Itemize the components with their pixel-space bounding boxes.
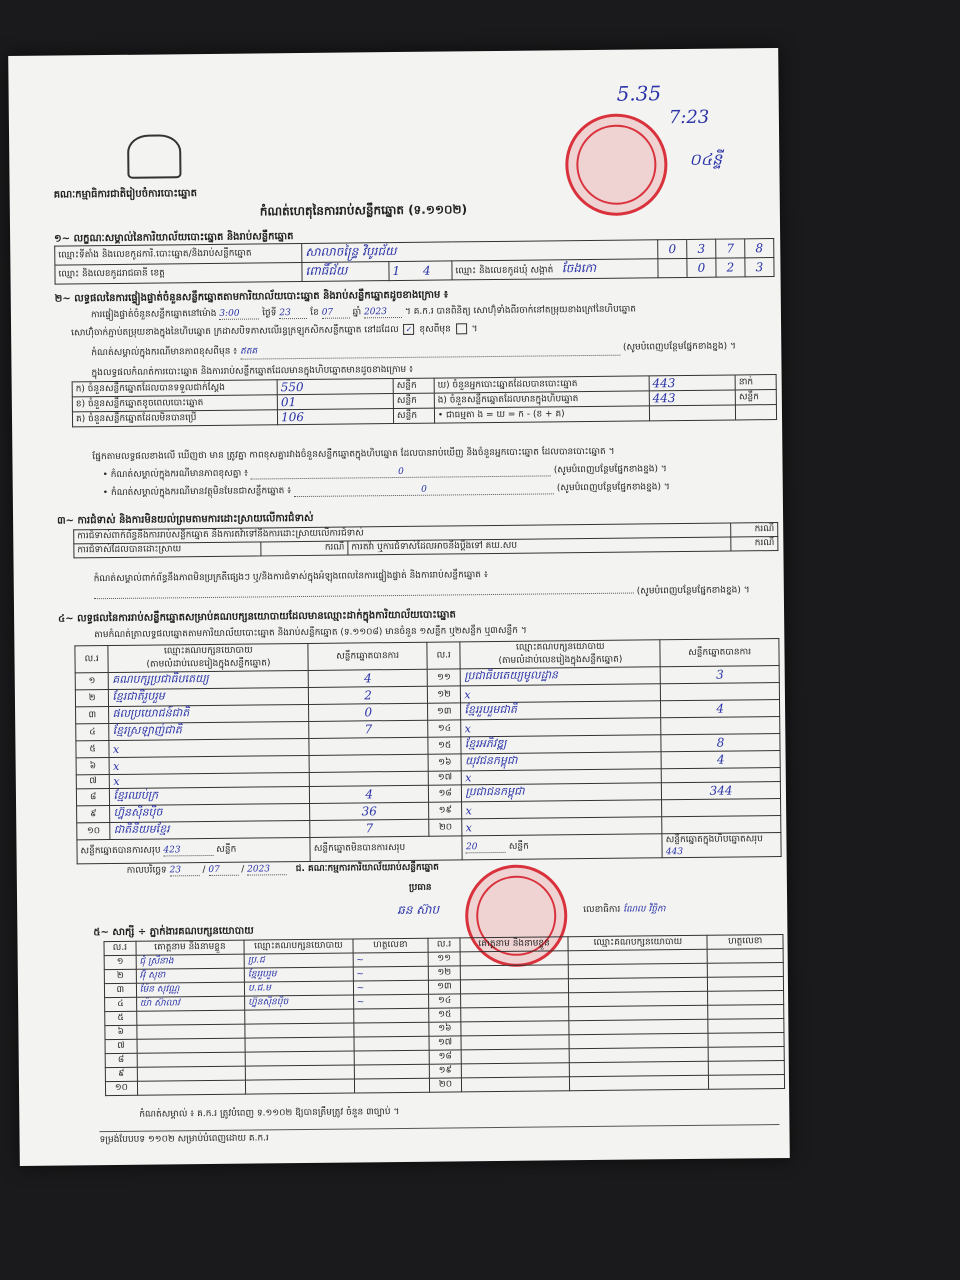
witness-name [460,993,569,1008]
bullet2-line [103,480,783,500]
witness-party [570,1061,709,1076]
station-code-digit: 8 [745,239,774,258]
station-code-digit: 7 [716,239,745,258]
objection-note-line [94,584,784,604]
total-box: 443 [665,847,684,858]
party-votes: 7 [309,720,428,738]
party-votes [661,717,780,735]
party-name: x [462,800,662,819]
witness-party [569,1005,708,1020]
count-unit [736,405,777,420]
day-label: ថ្ងៃទី [262,308,277,319]
witness-party [245,1037,354,1052]
party-name: x [109,738,309,757]
secretary-line [583,903,666,917]
station-label: ឈ្មោះទីតាំង និងលេខកូដការិ.បោះឆ្នោត/និងរាប់សន្លឹកឆ្នោត [55,243,302,265]
party-votes [662,816,781,834]
party-name: ផលប្រយោជន៍ជាតិ [109,704,309,723]
party-no: ១ [75,673,109,690]
commune-code-digit: 3 [745,258,774,277]
witness-name [137,1080,246,1095]
witness-no: ៣ [104,983,136,997]
total-valid: 423 [163,845,213,857]
changed-checkbox [456,323,467,334]
count-label: ក) ចំនួនសន្លឹកឆ្នោតដែលបានទទួលជាក់ស្តែង [72,380,277,397]
witness-name [461,1007,570,1022]
date-day: 23 [170,865,200,876]
col-party: ឈ្មោះគណបក្សនយោបាយ (តាមលំដាប់លេខរៀងក្នុងសន្លឹកឆ្នោត) [108,643,308,672]
party-votes: 4 [310,785,429,803]
party-no: ១៩ [429,802,463,819]
fill-hint: (សូមបំពេញបន្ថែមផ្នែកខាងខ្នង) ។ [636,585,750,597]
witness-name [460,965,569,980]
witness-party: ប.ជ.ម [245,981,354,996]
party-no: ១៣ [427,703,461,720]
witness-no: ៨ [105,1053,137,1067]
party-no: ៦ [76,758,110,775]
count-value: 443 [649,375,735,391]
check-time: 3:00 [219,308,259,319]
witness-name: ម៉ែន សុវណ្ណ [136,982,245,997]
witness-signature [354,1050,430,1065]
witness-signature [708,1046,784,1061]
count-label: គ) ចំនួនសន្លឹកឆ្នោតដែលមិនបានប្រើ [72,410,277,427]
commune-cell [452,259,658,280]
col-name: គោត្តនាម និងនាមខ្លួន [136,940,245,955]
bullet1-value: 0 [251,465,551,479]
party-name: ជាតិនិយមខ្មែរ [110,820,310,839]
witness-no: ២ [104,969,136,983]
witness-signature [708,1032,784,1047]
party-name: x [110,755,310,774]
party-votes: 7 [310,819,429,837]
fill-hint: (សូមបំពេញបន្ថែមផ្នែកខាងខ្នង) ។ [553,464,667,476]
committee-sign-label: ជ. គណៈកម្មការការិយាល័យរាប់សន្លឹកឆ្នោត [295,862,439,875]
resolved-unit: ករណី [261,541,348,556]
witness-signature [354,1078,430,1093]
secretary-label: លេខាធិការ [583,904,621,916]
party-no: ១១ [427,669,461,686]
emblem-logo [127,134,181,179]
col-party: ឈ្មោះគណបក្សនយោបាយ [568,935,707,950]
party-name: x [462,817,662,836]
witness-no: ១៩ [429,1064,461,1078]
party-name: ខ្មែរជាតិរួបរួម [109,687,309,706]
date-label: កាលបរិច្ឆេទ [126,865,167,876]
check-line-2: សោហ៊ុំចាក់ភ្ជាប់តម្រុយខាងក្នុងនៃហិបឆ្នោត ក្រដាសបិទភាសលើរន្ធក្រឡុកសិកសន្លឹកឆ្នោត នៅដដែល ✓ ខុសពីមុន ។ [71,324,478,339]
party-no: ៨ [76,789,110,806]
witness-party [569,991,708,1006]
party-name: ហ្វ៊ុនស៊ិនប៉ិច [110,803,310,822]
count-unit: សន្លឹក [393,393,434,408]
form-title: កំណត់ហេតុនៃការរាប់សន្លឹកឆ្នោត (ទ.១១០២) [259,202,468,219]
party-name: ខ្មែរស្រឡាញ់ជាតិ [109,721,309,740]
count-value: 01 [277,394,393,410]
count-unit: សន្លឹក [393,378,434,393]
witness-name [461,1035,570,1050]
party-no: ១២ [427,686,461,703]
year-label: ឆ្នាំ [352,307,362,318]
witness-signature [708,990,784,1005]
party-votes: 8 [661,734,780,752]
party-name: ខ្មែរអភិវឌ្ឍ [461,735,661,754]
witness-no: ៩ [105,1067,137,1081]
witness-signature [354,1036,430,1051]
note1-line [91,340,781,361]
witness-party [245,1009,354,1024]
witness-party: ប្រ.ជ [244,953,353,968]
party-votes [661,683,780,701]
witness-signature [708,1018,784,1033]
results-table [74,638,781,864]
witness-party [568,949,707,964]
col-no: ល.រ [427,642,461,669]
witness-party [569,963,708,978]
col-no: ល.រ [104,941,136,955]
witness-signature: ~ [353,952,429,967]
province-code-digit: 1 [392,263,401,279]
bullet1-line [103,462,783,482]
changed-label: ខុសពីមុន [419,324,451,335]
party-votes: 4 [661,751,780,769]
witness-no: ១៣ [429,980,461,994]
witness-signature [709,1060,785,1075]
bullet2-value: 0 [294,483,554,497]
witness-party [569,977,708,992]
count-label: ឃ) ចំនួនអ្នកបោះឆ្នោតដែលបានបោះឆ្នោត [434,376,649,393]
appeal-unit: ករណី [731,537,778,551]
commune-name: ចែងកោ [561,260,597,276]
province-name: ពោធិ៍ជ័យ [302,262,389,282]
count-label: ខ) ចំនួនសន្លឹកឆ្នោតខូចពេលបោះឆ្នោត [72,395,277,412]
party-name: x [461,718,661,737]
station-code-digit: 3 [687,239,716,258]
witness-name [137,1024,246,1039]
check-year: 2023 [364,307,402,318]
chair-label: ប្រធាន [408,882,432,893]
witness-name [461,1077,570,1092]
witness-party [569,1019,708,1034]
party-no: ១៥ [428,737,462,754]
witness-name [136,1010,245,1025]
witness-signature [708,962,784,977]
party-votes: 2 [309,686,428,704]
count-value [649,405,735,421]
station-table [54,238,774,285]
party-votes [309,754,428,772]
witness-no: ៤ [105,997,137,1011]
witness-party: ហ្វ៊ុនស៊ិនប៉ិច [245,995,354,1010]
compare-line: ផ្នែកតាមលទ្ធផលខាងលើ ឃើញថា មាន ត្រូវគ្នា កាពខុសគ្នារវាងចំនួនសន្លឹកឆ្នោតក្នុងហិបឆ្នោត ដែលបានរាប់ឃើញ និងចំនួនអ្នកបោះឆ្នោត ដែលបានបោះឆ្នោត ។ [92,446,615,463]
date-year: 2023 [247,864,287,875]
month-label: ខែ [310,307,319,318]
party-name: ខ្មែររួបរួមជាតិ [461,701,661,720]
count-value: 106 [277,409,393,425]
witness-name [137,1066,246,1081]
col-votes: សន្លឹកឆ្នោតបានការ [660,639,779,667]
count-value: 550 [277,379,393,395]
fill-hint: (សូមបំពេញបន្ថែមផ្នែកខាងខ្នង) ។ [622,341,736,353]
witness-signature: ~ [353,994,429,1009]
witness-name [137,1052,246,1067]
witness-no: ១ [104,955,136,969]
station-code-digit: 0 [658,239,687,258]
check-line-tail: ។ គ.ក.រ បានពិនិត្យ សោហ៊ុំទាំងពីរចាក់នៅតម្រុយខាងក្រៅនៃហិបឆ្នោត [404,304,637,317]
seal-status-text: សោហ៊ុំចាក់ភ្ជាប់តម្រុយខាងក្នុងនៃហិបឆ្នោត ក្រដាសបិទភាសលើរន្ធក្រឡុកសិកសន្លឹកឆ្នោត នៅដដែល [71,324,399,339]
total-invalid-cell: សន្លឹកឆ្នោតមិនបានការសរុប [310,836,462,862]
count-unit: សន្លឹក [393,408,434,423]
witness-party [569,1033,708,1048]
form-sheet [8,48,790,1166]
party-name: x [110,772,310,788]
witness-no: ១១ [428,952,460,966]
col-votes: សន្លឹកឆ្នោតបានការ [308,642,427,670]
secretary-signature: ណែល វិច្ឆិកា [623,904,666,915]
witness-no: ១៦ [429,1022,461,1036]
total-invalid-value-cell: 20 សន្លឹក [462,834,662,860]
col-party: ឈ្មោះគណបក្សនយោបាយ [244,939,353,954]
col-sign: ហត្ថលេខា [707,934,783,949]
witness-name: យ៉ា ស៊ាលាវ [136,996,245,1011]
witness-no: ២០ [430,1078,462,1092]
objection-note: កំណត់សម្គាល់ពាក់ព័ន្ធនឹងភាពមិនប្រក្រតីផ្សេងៗ ឬ/និងការជំទាស់ក្នុងអំឡុងពេលនៃការផ្ទៀងផ្ទាត់ និងការរាប់សន្លឹកឆ្នោត ៖ [93,570,488,585]
total-valid-cell: សន្លឹកឆ្នោតបានការសរុប 423 សន្លឹក [77,837,311,863]
form-footer: ទម្រង់បែបបទ ១១០២ សម្រាប់បំពេញដោយ គ.ក.រ [99,1124,779,1147]
witness-no: ១៨ [429,1050,461,1064]
witness-no: ១៤ [429,994,461,1008]
witness-name [461,1063,570,1078]
witness-party [570,1075,709,1090]
witness-signature [353,1022,429,1037]
unchanged-checkbox: ✓ [403,324,414,335]
party-name: x [461,684,661,703]
col-sign: ហត្ថលេខា [353,938,429,953]
party-name: ប្រជាធិបតេយ្យមូលដ្ឋាន [461,667,661,686]
party-votes [309,737,428,755]
witness-no: ១២ [428,966,460,980]
section4-heading: ៤~ លទ្ធផលនៃការរាប់សន្លឹកឆ្នោតសម្រាប់គណបក្សនយោបាយដែលមានឈ្មោះដាក់ក្នុងការិយាល័យបោះឆ្នោត [58,609,456,625]
committee-name: គណៈកម្មាធិការជាតិរៀបចំការបោះឆ្នោត [53,188,197,201]
witness-signature [709,1074,785,1089]
party-name: ប្រជាជនកម្ពុជា [462,783,662,802]
bullet2-label: • កំណត់សម្គាល់ក្នុងករណីមានវត្ថុមិនមែនជាសន្លឹកឆ្នោត ៖ [102,486,292,499]
count-unit: សន្លឹក [735,390,776,405]
date-line: កាលបរិច្ឆេទ 23 / 07 / 2023 ជ. គណៈកម្មការការិយាល័យរាប់សន្លឹកឆ្នោត [126,862,439,876]
section5-heading: ៥~ សាក្សី ÷ ភ្នាក់ងារគណបក្សនយោបាយ [93,925,254,939]
witness-name [461,1021,570,1036]
commune-label: ឈ្មោះ និងលេខកូដឃុំ សង្កាត់ [455,265,554,277]
col-name: គោត្តនាម និងនាមខ្លួន [460,937,569,952]
party-votes [662,799,781,817]
party-votes: 0 [309,703,428,721]
party-votes: 344 [662,782,781,800]
party-name: យុវជនកម្ពុជា [461,752,661,771]
witness-party [245,1065,354,1080]
witness-name [460,951,569,966]
witness-no: ១៥ [429,1008,461,1022]
official-seal-top [565,113,668,216]
col-no: ល.រ [75,646,109,673]
count-label: ង) ចំនួនសន្លឹកឆ្នោតដែលមានក្នុងហិបឆ្នោត [434,391,649,408]
objection-row1: ការជំទាស់ពាក់ព័ន្ធនឹងការរាប់សន្លឹកឆ្នោត និងការតវ៉ាទៅនឹងការដោះស្រាយលើការជំទាស់ [74,523,731,544]
party-name: ខ្មែរឈប់ក្រ [110,786,310,805]
section1-heading: ១~ លក្ខណៈសម្គាល់នៃការិយាល័យបោះឆ្នោត និងរាប់សន្លឹកឆ្នោត [54,231,294,245]
witness-party [245,1023,354,1038]
witness-no: ៧ [105,1039,137,1053]
objection-unit: ករណី [731,523,778,537]
resolved-label: ការជំទាស់ដែលបានដោះស្រាយ [74,542,261,558]
party-votes: 36 [310,802,429,820]
witness-signature [708,976,784,991]
party-no: ៩ [77,806,111,823]
witness-name [460,979,569,994]
witness-table [103,934,785,1096]
party-no: ១៦ [428,754,462,771]
witness-name [461,1049,570,1064]
section4-intro: តាមកំណត់ត្រាលទ្ធផលឆ្នោតតាមការិយាល័យបោះឆ្នោត និងរាប់សន្លឹកឆ្នោត (ទ.១១០៨) មានចំនួន ១សន្លឹក ឬ២សន្លឹក ឬ៣សន្លឹក ។ [94,625,527,641]
witness-no: ៥ [105,1011,137,1025]
table-intro: ក្នុងលទ្ធផលកំណត់ការបោះឆ្នោត និងការរាប់សន្លឹកឆ្នោតដែលមានក្នុងហិបឆ្នោតមានដូចខាងក្រោម ៖ [91,364,414,379]
province-code-digit: 4 [422,263,431,278]
witness-no: ៦ [105,1025,137,1039]
party-no: ២០ [429,819,463,836]
handwritten-time-2: 7:23 [668,106,710,129]
witness-party [245,1051,354,1066]
witness-signature [354,1064,430,1079]
commune-code-digit: 0 [687,258,716,277]
note1-value: ឥតគ [240,342,620,360]
total-invalid: 20 [466,842,506,853]
commune-code-digit: 2 [716,258,745,277]
witness-party [246,1079,355,1094]
ballot-count-table [72,374,777,427]
party-no: ១៧ [428,771,462,785]
party-votes: 4 [661,700,780,718]
party-no: ៧ [76,775,110,789]
witness-no: ១០ [105,1081,137,1095]
fill-hint: (សូមបំពេញបន្ថែមផ្នែកខាងខ្នង) ។ [556,482,670,494]
witness-name: អ៊ុំ សុខា [136,968,245,983]
party-votes [310,771,429,786]
party-no: ៤ [76,724,110,741]
section3-heading: ៣~ ការជំទាស់ និងការមិនយល់ព្រមតាមការដោះស្រាយលើការជំទាស់ [57,512,314,527]
station-name: សាលាចន្ទ្រៃ វិបូរជ័យ [302,240,658,263]
bullet1-label: • កំណត់សម្គាល់ក្នុងករណីមានភាពខុសគ្នា ៖ [102,468,249,481]
handwritten-time-1: 5.35 [616,81,662,106]
appeal-label: ការតវ៉ា ឬការជំទាស់ដែលអាចនឹងប្តឹងទៅ គឃ.សប [348,537,731,555]
chair-signature: ឆន ស៊ាប [397,902,440,918]
objection-table [73,522,778,558]
party-no: ១៤ [428,720,462,737]
col-party: ឈ្មោះគណបក្សនយោបាយ (តាមលំដាប់លេខរៀងក្នុងសន្លឹកឆ្នោត) [460,640,660,669]
total-box-cell: សន្លឹកឆ្នោតក្នុងហិបឆ្នោតសរុប 443 [662,833,781,858]
check-day: 23 [279,308,307,319]
check-month: 07 [322,308,350,319]
note1-label: កំណត់សម្គាល់ក្នុងករណីមានភាពខុសពីមុន ៖ [91,346,238,359]
party-name: x [462,769,662,785]
witness-name [137,1038,246,1053]
witness-party: ខ្មែររួបរួម [244,967,353,982]
section2-heading: ២~ លទ្ធផលនៃការផ្ទៀងផ្ទាត់ចំនួនសន្លឹកឆ្នោតតាមការិយាល័យបោះឆ្នោត និងរាប់សន្លឹកឆ្នោតដូចខាងក្រោម ៖ [54,289,449,305]
witness-no: ១៧ [429,1036,461,1050]
party-votes: 4 [308,669,427,687]
party-votes [661,768,780,783]
party-no: ២ [75,690,109,707]
count-value: 443 [649,390,735,406]
witness-signature [353,1008,429,1023]
witness-signature [707,948,783,963]
province-label: ឈ្មោះ និងលេខកូដរាជធានី ខេត្ត [55,262,302,284]
party-name: គណបក្សប្រជាធិបតេយ្យ [109,670,309,689]
check-time-label: ការផ្ទៀងផ្ទាត់ចំនួនសន្លឹកឆ្នោតនៅម៉ោង [90,308,217,321]
party-no: ៥ [76,741,110,758]
footnote: កំណត់សម្គាល់ ៖ គ.ក.រ ត្រូវបំពេញ ទ.១១០២ ឱ្យបានត្រឹមត្រូវ ចំនួន ៣ច្បាប់ ។ [139,1107,400,1120]
witness-signature: ~ [353,980,429,995]
witness-signature [708,1004,784,1019]
province-code [389,261,452,281]
count-unit: នាក់ [735,375,776,390]
col-no: ល.រ [428,938,460,952]
party-no: ១០ [77,823,111,840]
count-label: • ជាធម្មតា ង = ឃ = ក - (ខ + គ) [434,406,649,423]
party-no: ៣ [76,707,110,724]
witness-name: ជុំ ស្រីនាង [136,954,245,969]
witness-party [569,1047,708,1062]
date-month: 07 [208,865,238,876]
party-votes: 3 [660,666,779,684]
witness-signature: ~ [353,966,429,981]
handwritten-note: ០៤ន្ទី [689,149,723,169]
party-no: ១៨ [428,785,462,802]
